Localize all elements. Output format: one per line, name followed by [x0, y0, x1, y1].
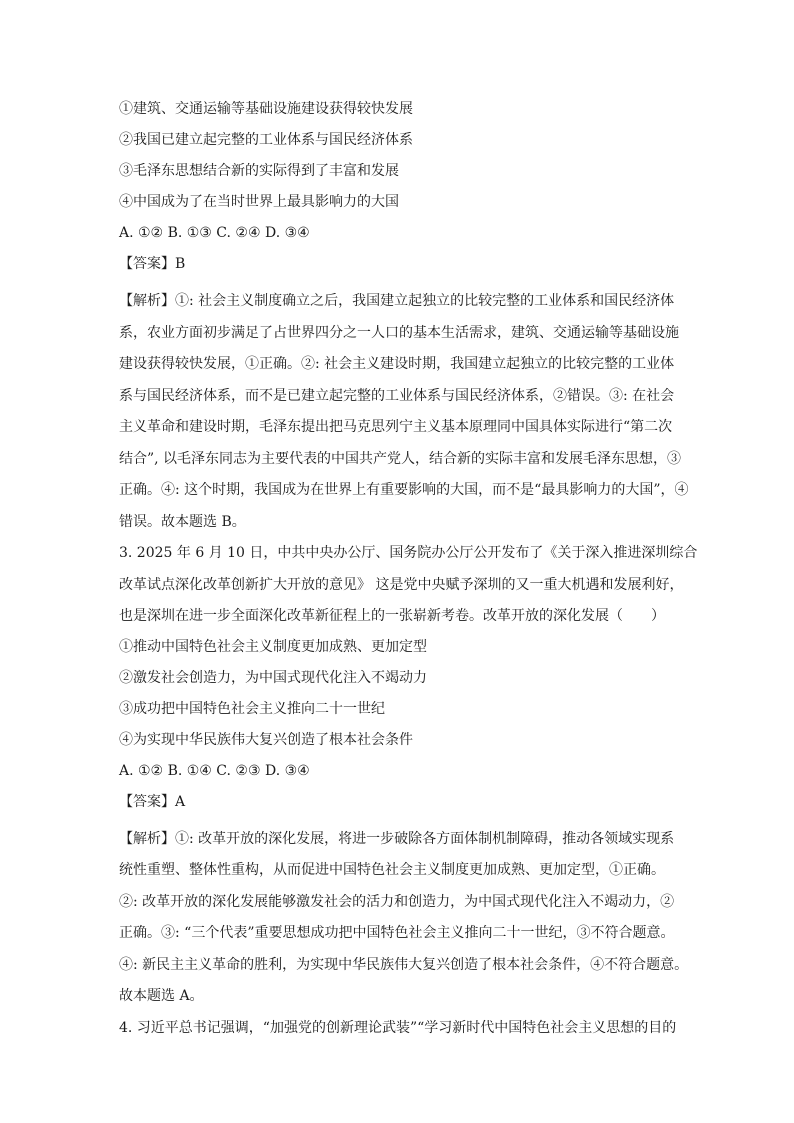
- q2-analysis: [119, 286, 689, 538]
- q3-stem-line: 改革试点深化改革创新扩大开放的意见》 这是党中央赋予深圳的又一重大机遇和发展利好，: [119, 576, 684, 593]
- q2-analysis-line: 主义革命和建设时期，毛泽东提出把马克思列宁主义基本原理同中国具体实际进行“第二次: [119, 419, 673, 435]
- q4-stem-line: 4. 习近平总书记强调，“加强党的创新理论武装”“学习新时代中国特色社会主义思想的目的: [119, 1019, 677, 1036]
- question-4: [119, 1013, 679, 1045]
- q3-stem-line: 也是深圳在进一步全面深化改革新征程上的一张崭新考卷。改革开放的深化发展（ ）: [119, 608, 665, 624]
- q3-analysis-line: ②: 改革开放的深化发展能够激发社会的活力和创造力，为中国式现代化注入不竭动力，②: [119, 893, 675, 910]
- q2-answer: 【答案】B: [119, 256, 186, 272]
- q4-stem: [119, 1013, 679, 1045]
- q3-option-3: ③成功把中国特色社会主义推向二十一世纪: [119, 700, 385, 717]
- q3-answer: 【答案】A: [119, 793, 186, 810]
- q3-analysis: [119, 824, 689, 1013]
- q3-analysis-line: 故本题选 A。: [119, 988, 204, 1004]
- q2-analysis-line: 错误。故本题选 B。: [119, 513, 246, 530]
- q2-analysis-line: 系，农业方面初步满足了占世界四分之一人口的基本生活需求，建筑、交通运输等基础设施: [119, 324, 679, 341]
- question-3: [119, 538, 698, 1013]
- q2-analysis-line: 正确。④: 这个时期，我国成为在世界上有重要影响的大国，而不是“最具影响力的大国”，④: [119, 482, 689, 498]
- q2-analysis-line: 【解析】①: 社会主义制度确立之后，我国建立起独立的比较完整的工业体系和国民经济体: [119, 293, 675, 309]
- question-2: [119, 100, 689, 538]
- q3-analysis-line: 正确。③: “三个代表”重要思想成功把中国特色社会主义推向二十一世纪，③不符合题意。: [119, 925, 675, 941]
- q2-analysis-line: 结合”, 以毛泽东同志为主要代表的中国共产党人，结合新的实际丰富和发展毛泽东思想，③: [119, 450, 682, 467]
- q2-option-3: ③毛泽东思想结合新的实际得到了丰富和发展: [119, 163, 399, 179]
- q3-option-2: ②激发社会创造力，为中国式现代化注入不竭动力: [119, 669, 427, 686]
- q2-option-1: ①建筑、交通运输等基础设施建设获得较快发展: [119, 101, 413, 117]
- document-page: [119, 100, 698, 1044]
- q3-analysis-line: 【解析】①: 改革开放的深化发展，将进一步破除各方面体制机制障碍，推动各领域实现系: [119, 830, 675, 847]
- q2-analysis-line: 建设获得较快发展，①正确。②: 社会主义建设时期，我国建立起独立的比较完整的工业体: [119, 356, 675, 372]
- q3-analysis-line: ④: 新民主主义革命的胜利，为实现中华民族伟大复兴创造了根本社会条件，④不符合题意。: [119, 956, 689, 973]
- q3-choices: A. ①② B. ①④ C. ②③ D. ③④: [119, 762, 310, 779]
- q2-option-2: ②我国已建立起完整的工业体系与国民经济体系: [119, 132, 413, 148]
- q3-option-4: ④为实现中华民族伟大复兴创造了根本社会条件: [119, 731, 413, 748]
- q3-stem: [119, 538, 698, 633]
- q2-choices: A. ①② B. ①③ C. ②④ D. ③④: [119, 225, 310, 241]
- q3-stem-line: 3. 2025 年 6 月 10 日，中共中央办公厅、国务院办公厅公开发布了《关于深入推进深圳综合: [119, 545, 698, 561]
- q2-option-4: ④中国成为了在当时世界上最具影响力的大国: [119, 194, 399, 210]
- q3-analysis-line: 统性重塑、整体性重构，从而促进中国特色社会主义制度更加成熟、更加定型，①正确。: [119, 862, 665, 878]
- q3-option-1: ①推动中国特色社会主义制度更加成熟、更加定型: [119, 638, 427, 655]
- q2-analysis-line: 系与国民经济体系，而不是已建立起完整的工业体系与国民经济体系，②错误。③: 在社会: [119, 387, 675, 404]
